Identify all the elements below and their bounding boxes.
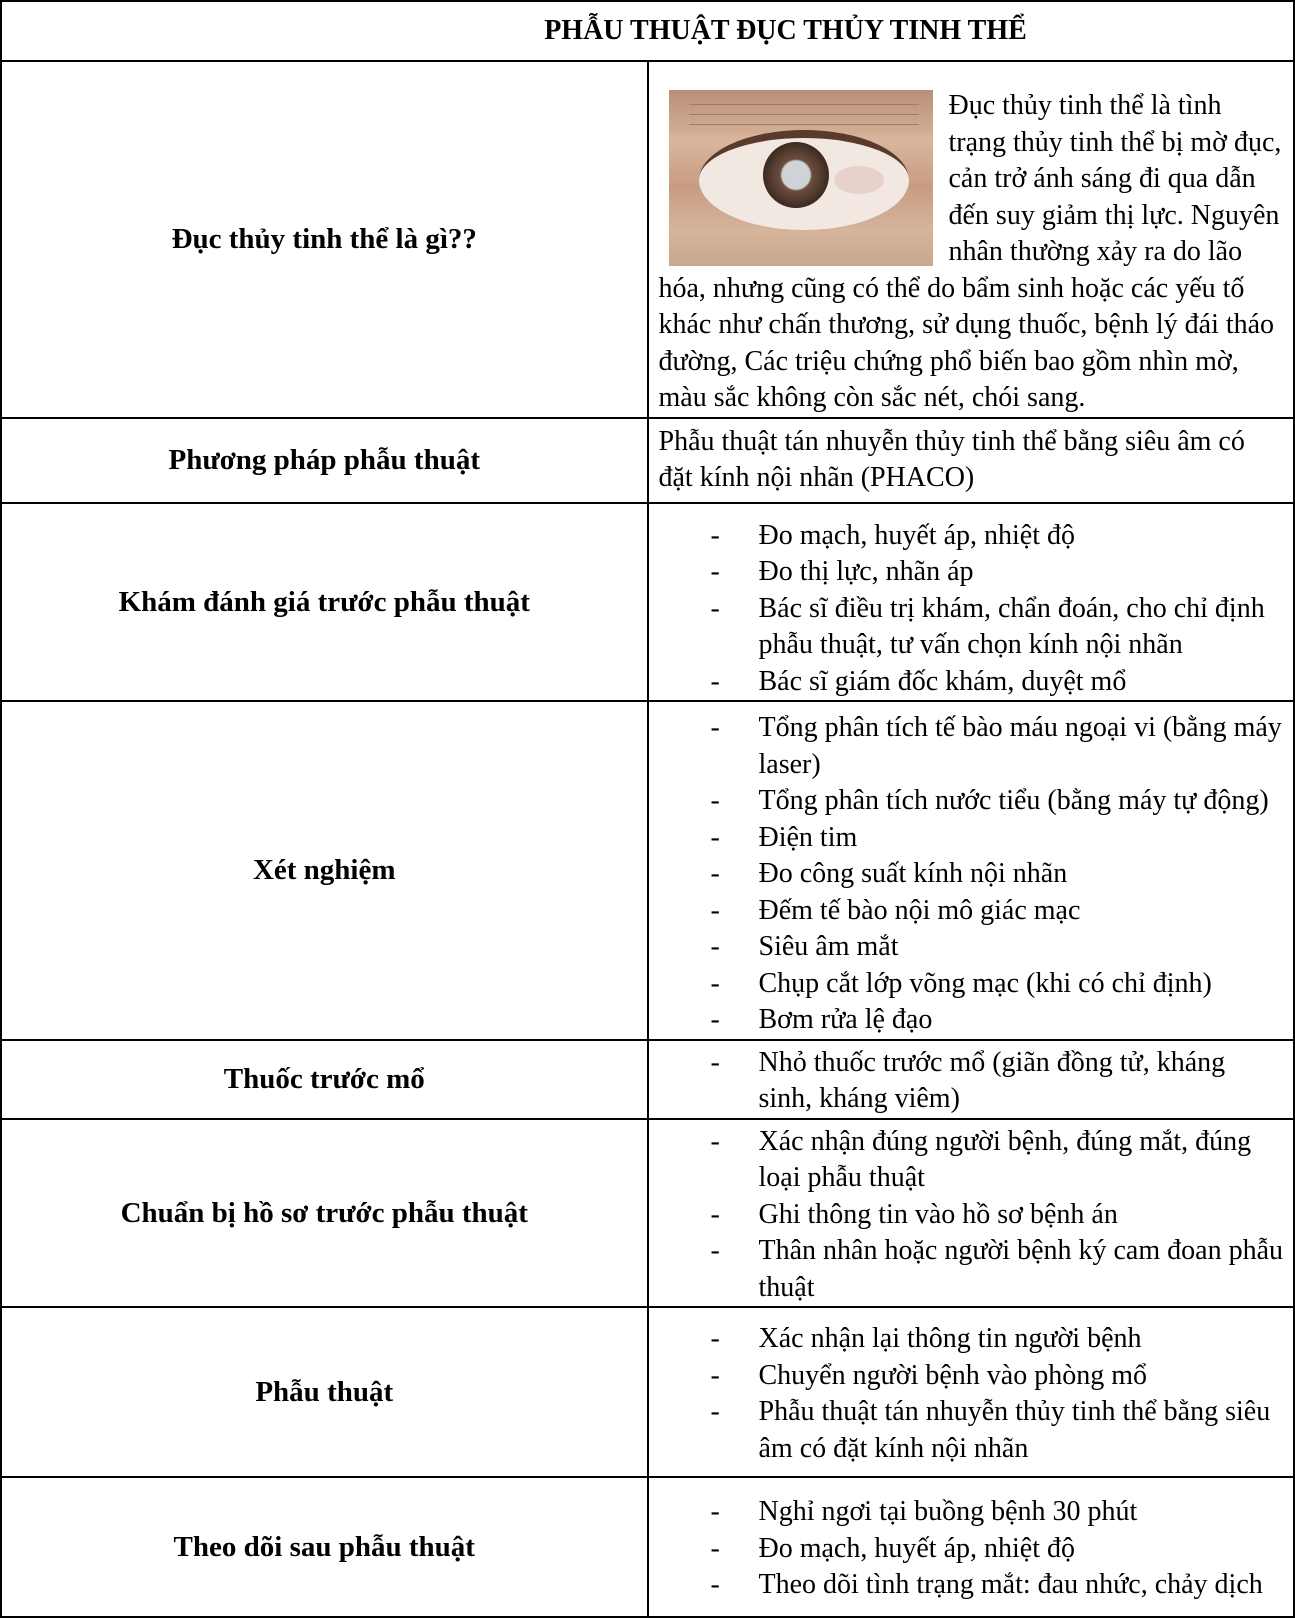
list-item: - Đo mạch, huyết áp, nhiệt độ <box>710 1532 1075 1564</box>
list-item: - Xác nhận lại thông tin người bệnh <box>710 1323 1142 1354</box>
content-tests <box>648 701 1295 1040</box>
list-item: - Đo mạch, huyết áp, nhiệt độ <box>710 519 1075 551</box>
list-item: - Đo công suất kính nội nhãn <box>710 858 1068 889</box>
content-pre-exam <box>648 503 1295 702</box>
content-what <box>648 61 1295 418</box>
label-surgery: Phẫu thuật <box>1 1307 648 1477</box>
row-surgery <box>1 1307 1294 1477</box>
list-item: - Theo dõi tình trạng mắt: đau nhức, chảy dịch <box>710 1569 1263 1601</box>
list-item: - Chuyển người bệnh vào phòng mổ <box>710 1359 1147 1391</box>
label-records: Chuẩn bị hồ sơ trước phẫu thuật <box>1 1119 648 1308</box>
title-row <box>1 1 1294 61</box>
list-item: - Đếm tế bào nội mô giác mạc <box>710 894 1081 926</box>
label-followup: Theo dõi sau phẫu thuật <box>1 1477 648 1617</box>
list-item: - Chụp cắt lớp võng mạc (khi có chỉ định) <box>710 967 1212 999</box>
content-records <box>648 1119 1295 1308</box>
row-pre-meds <box>1 1040 1294 1119</box>
row-what <box>1 61 1294 418</box>
row-records <box>1 1119 1294 1308</box>
list-item: - Siêu âm mắt <box>710 931 899 962</box>
list-item: - Thân nhân hoặc người bệnh ký cam đoan phẫu thuật <box>710 1235 1283 1303</box>
label-what: Đục thủy tinh thể là gì?? <box>1 61 648 418</box>
row-pre-exam <box>1 503 1294 702</box>
row-followup <box>1 1477 1294 1617</box>
list-item: - Điện tim <box>710 821 858 853</box>
list-item: - Bác sĩ điều trị khám, chẩn đoán, cho chỉ định phẫu thuật, tư vấn chọn kính nội nhãn <box>710 592 1265 660</box>
list-item: - Tổng phân tích nước tiểu (bằng máy tự động) <box>710 785 1269 816</box>
row-tests <box>1 701 1294 1040</box>
list-item: - Bơm rửa lệ đạo <box>710 1004 933 1035</box>
list-item: - Bác sĩ giám đốc khám, duyệt mổ <box>710 665 1127 697</box>
list-item: - Nghỉ ngơi tại buồng bệnh 30 phút <box>710 1496 1138 1528</box>
list-item: - Ghi thông tin vào hồ sơ bệnh án <box>710 1198 1118 1230</box>
what-description: Đục thủy tinh thể là tình trạng thủy tinh thể bị mờ đục, cản trở ánh sáng đi qua dẫn đến suy giảm thị lực. Nguyên nhân thường xảy ra do lão hóa, nhưng cũng có thể do bẩm sinh hoặc các yếu tố khác như chấn thương, sử dụng thuốc, bệnh lý đái tháo đường, Các triệu chứng phổ biến bao gồm nhìn mờ, màu sắc không còn sắc nét, chói sang. <box>658 90 1282 413</box>
list-item: - Tổng phân tích tế bào máu ngoại vi (bằng máy laser) <box>710 712 1282 780</box>
row-method <box>1 418 1294 503</box>
content-method <box>648 418 1295 503</box>
label-tests: Xét nghiệm <box>1 701 648 1040</box>
label-pre-exam: Khám đánh giá trước phẫu thuật <box>1 503 648 702</box>
content-pre-meds <box>648 1040 1295 1119</box>
content-surgery <box>648 1307 1295 1477</box>
page-title: PHẪU THUẬT ĐỤC THỦY TINH THỂ <box>1 1 1294 61</box>
content-followup <box>648 1477 1295 1617</box>
cataract-eye-photo <box>669 90 933 266</box>
list-item: - Xác nhận đúng người bệnh, đúng mắt, đúng loại phẫu thuật <box>710 1125 1252 1193</box>
label-method: Phương pháp phẫu thuật <box>1 418 648 503</box>
list-item: - Phẫu thuật tán nhuyễn thủy tinh thể bằng siêu âm có đặt kính nội nhãn <box>710 1396 1271 1464</box>
list-item: - Nhỏ thuốc trước mổ (giãn đồng tử, kháng sinh, kháng viêm) <box>710 1046 1226 1114</box>
list-item: - Đo thị lực, nhãn áp <box>710 556 974 587</box>
method-text: Phẫu thuật tán nhuyễn thủy tinh thể bằng siêu âm có đặt kính nội nhãn (PHACO) <box>658 425 1245 493</box>
label-pre-meds: Thuốc trước mổ <box>1 1040 648 1119</box>
